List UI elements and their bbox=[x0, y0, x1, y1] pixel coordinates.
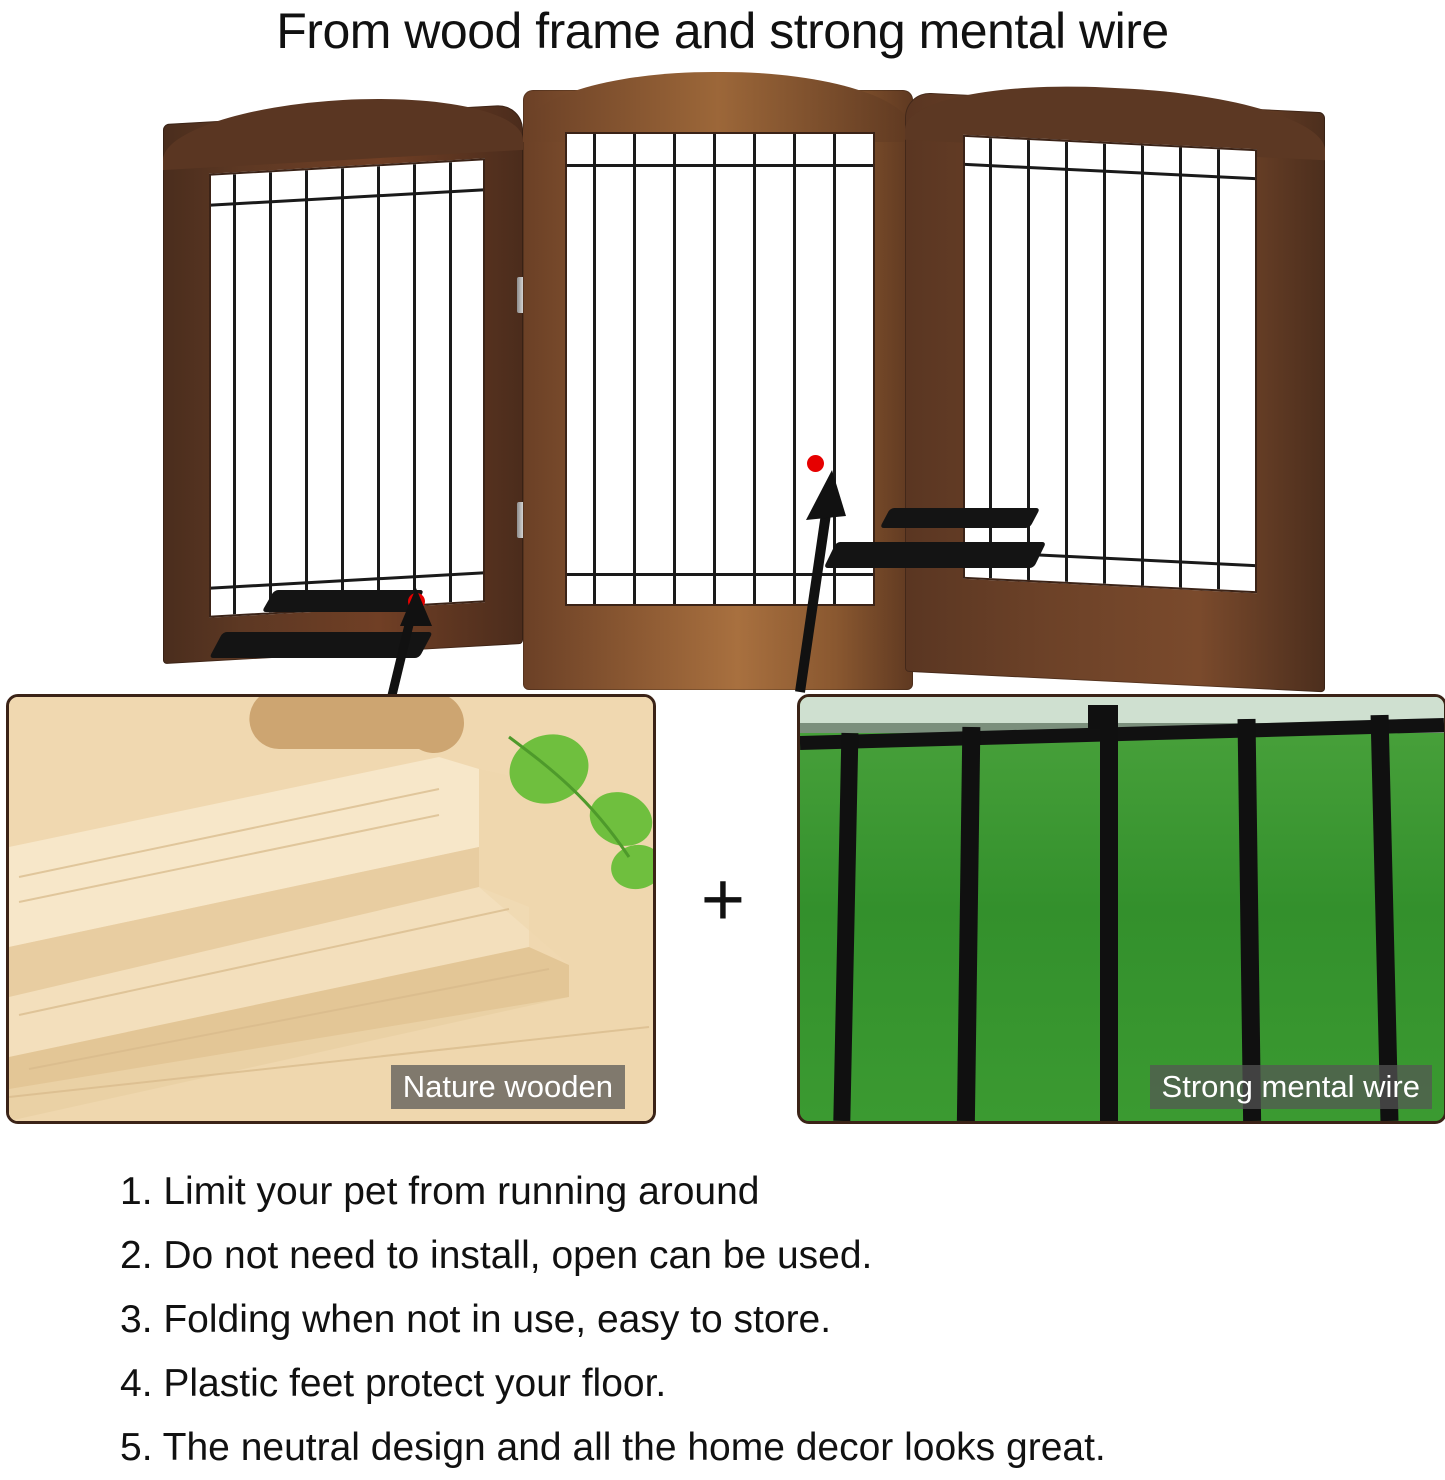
feature-item: 3. Folding when not in use, easy to store. bbox=[120, 1298, 832, 1341]
product-illustration bbox=[0, 72, 1445, 682]
gate-panel-left bbox=[163, 94, 523, 654]
feature-item: 1. Limit your pet from running around bbox=[120, 1170, 760, 1213]
wire-bars-illustration bbox=[800, 697, 1444, 1121]
page-title: From wood frame and strong mental wire bbox=[276, 3, 1169, 59]
wood-photo bbox=[6, 694, 656, 1124]
arrow-to-wire-photo bbox=[740, 442, 940, 702]
plus-symbol: + bbox=[700, 857, 746, 942]
left-panel-wire-grid bbox=[209, 158, 485, 617]
feature-item: 4. Plastic feet protect your floor. bbox=[120, 1362, 667, 1405]
feature-item: 5. The neutral design and all the home decor looks great. bbox=[120, 1426, 1106, 1469]
wire-photo-caption: Strong mental wire bbox=[1150, 1065, 1432, 1109]
feature-list bbox=[120, 1160, 1420, 1480]
wood-planks-illustration bbox=[9, 697, 653, 1121]
gate-panel-right bbox=[905, 84, 1325, 694]
wood-photo-caption: Nature wooden bbox=[391, 1065, 625, 1109]
feature-item: 2. Do not need to install, open can be used. bbox=[120, 1234, 873, 1277]
wire-photo bbox=[797, 694, 1445, 1124]
